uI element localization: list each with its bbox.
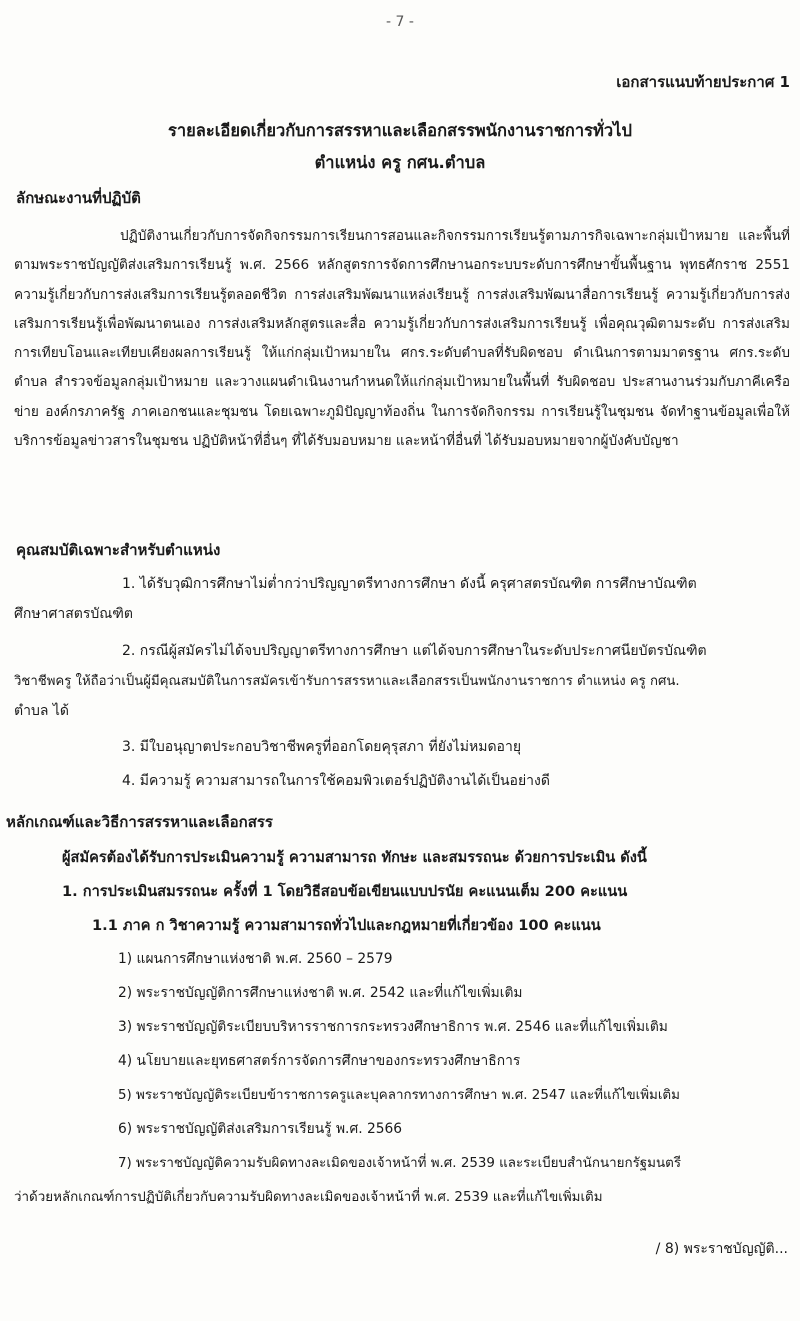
qualification-1-line1: 1. ได้รับวุฒิการศึกษาไม่ต่ำกว่าปริญญาตรีทางการศึกษา ดังนี้ ครุศาสตรบัณฑิต การศึกษาบัณฑิต xyxy=(122,576,697,592)
law-item-7-line2: ว่าด้วยหลักเกณฑ์การปฏิบัติเกี่ยวกับความรับผิดทางละเมิดของเจ้าหน้าที่ พ.ศ. 2539 และที่แก้ไขเพิ่มเติม xyxy=(14,1190,603,1205)
criteria-heading: หลักเกณฑ์และวิธีการสรรหาและเลือกสรร xyxy=(6,813,273,831)
qualification-4: 4. มีความรู้ ความสามารถในการใช้คอมพิวเตอร์ปฏิบัติงานได้เป็นอย่างดี xyxy=(122,773,550,789)
page-number: - 7 - xyxy=(386,14,414,30)
law-item-2: 2) พระราชบัญญัติการศึกษาแห่งชาติ พ.ศ. 2542 และที่แก้ไขเพิ่มเติม xyxy=(118,985,523,1001)
law-item-5: 5) พระราชบัญญัติระเบียบข้าราชการครูและบุคลากรทางการศึกษา พ.ศ. 2547 และที่แก้ไขเพิ่มเติม xyxy=(118,1088,680,1103)
assessment-1: 1. การประเมินสมรรถนะ ครั้งที่ 1 โดยวิธีสอบข้อเขียนแบบปรนัย คะแนนเต็ม 200 คะแนน xyxy=(62,883,628,900)
part-a: 1.1 ภาค ก วิชาความรู้ ความสามารถทั่วไปและกฎหมายที่เกี่ยวข้อง 100 คะแนน xyxy=(92,917,601,934)
law-item-1: 1) แผนการศึกษาแห่งชาติ พ.ศ. 2560 – 2579 xyxy=(118,951,393,967)
continuation-note: / 8) พระราชบัญญัติ... xyxy=(655,1241,788,1257)
law-item-4: 4) นโยบายและยุทธศาสตร์การจัดการศึกษาของกระทรวงศึกษาธิการ xyxy=(118,1053,521,1069)
qualification-1-line2: ศึกษาศาสตรบัณฑิต xyxy=(14,606,133,622)
qualifications-heading: คุณสมบัติเฉพาะสำหรับตำแหน่ง xyxy=(16,541,221,559)
criteria-intro: ผู้สมัครต้องได้รับการประเมินความรู้ ความสามารถ ทักษะ และสมรรถนะ ด้วยการประเมิน ดังนี้ xyxy=(62,849,647,866)
position-subtitle: ตำแหน่ง ครู กศน.ตำบล xyxy=(314,153,486,172)
qualification-2-line2: วิชาชีพครู ให้ถือว่าเป็นผู้มีคุณสมบัติในการสมัครเข้ารับการสรรหาและเลือกสรรเป็นพนักงานราชการ ตำแหน่ง ครู กศน. xyxy=(14,674,680,689)
law-item-6: 6) พระราชบัญญัติส่งเสริมการเรียนรู้ พ.ศ. 2566 xyxy=(118,1121,403,1137)
qualification-3: 3. มีใบอนุญาตประกอบวิชาชีพครูที่ออกโดยคุรุสภา ที่ยังไม่หมดอายุ xyxy=(122,739,522,755)
law-item-3: 3) พระราชบัญญัติระเบียบบริหารราชการกระทรวงศึกษาธิการ พ.ศ. 2546 และที่แก้ไขเพิ่มเติม xyxy=(118,1019,668,1035)
qualification-2-line3: ตำบล ได้ xyxy=(14,703,70,719)
document-title: รายละเอียดเกี่ยวกับการสรรหาและเลือกสรรพนักงานราชการทั่วไป xyxy=(168,121,632,140)
qualification-2-line1: 2. กรณีผู้สมัครไม่ได้จบปริญญาตรีทางการศึกษา แต่ได้จบการศึกษาในระดับประกาศนียบัตรบัณฑิต xyxy=(122,643,707,659)
law-item-7: 7) พระราชบัญญัติความรับผิดทางละเมิดของเจ้าหน้าที่ พ.ศ. 2539 และระเบียบสำนักนายกรัฐมนตรี xyxy=(118,1156,682,1171)
annex-label: เอกสารแนบท้ายประกาศ 1 xyxy=(616,73,790,91)
duties-paragraph: ปฏิบัติงานเกี่ยวกับการจัดกิจกรรมการเรียนการสอนและกิจกรรมการเรียนรู้ตามภารกิจเฉพาะกลุ่มเป้าหมาย และพื้นที่ ตามพระราชบัญญัติส่งเสริมการเรียนรู้ พ.ศ. 2566 หลักสูตรการจัดการศึกษานอกระบบระดับการศึกษาขั้นพื้นฐาน พุทธศักราช 2551 ความรู้เกี่ยวกับการส่งเสริมการเรียนรู้ตลอดชีวิต การส่งเสริมพัฒนาแหล่งเรียนรู้ การส่งเสริมพัฒนาสื่อการเรียนรู้ ความรู้เกี่ยวกับการส่งเสริมการเรียนรู้เพื่อพัฒนาตนเอง การส่งเสริมหลักสูตรและสื่อ ความรู้เกี่ยวกับการส่งเสริมการเรียนรู้ เพื่อคุณวุฒิตามระดับ การส่งเสริมการเทียบโอนและเทียบเคียงผลการเรียนรู้ ให้แก่กลุ่มเป้าหมายใน ศกร.ระดับตำบลที่รับผิดชอบ ดำเนินการตามมาตรฐาน ศกร.ระดับตำบล สำรวจข้อมูลกลุ่มเป้าหมาย และวางแผนดำเนินงานกำหนดให้แก่กลุ่มเป้าหมายในพื้นที่ รับผิดชอบ ประสานงานร่วมกับภาคีเครือข่าย องค์กรภาครัฐ ภาคเอกชนและชุมชน โดยเฉพาะภูมิปัญญาท้องถิ่น ในการจัดกิจกรรม การเรียนรู้ในชุมชน จัดทำฐานข้อมูลเพื่อให้บริการข้อมูลข่าวสารในชุมชน ปฏิบัติหน้าที่อื่นๆ ที่ได้รับมอบหมาย และหน้าที่อื่นที่ ได้รับมอบหมายจากผู้บังคับบัญชา xyxy=(14,228,790,450)
duties-heading: ลักษณะงานที่ปฏิบัติ xyxy=(16,189,141,207)
